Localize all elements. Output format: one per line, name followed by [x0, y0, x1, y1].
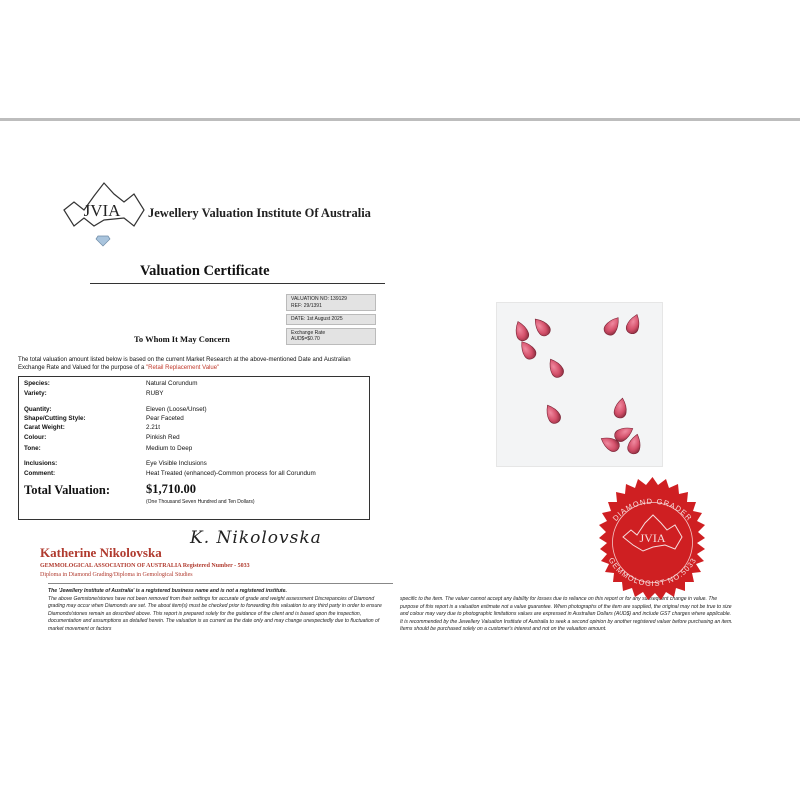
signatory-credential-1: GEMMOLOGICAL ASSOCIATION OF AUSTRALIA Registered Number - 5033	[40, 563, 250, 569]
detail-label: Tone:	[24, 445, 41, 452]
disclaimer-head: The 'Jewellery Institute of Australia' is a registered business name and is not a registered institute.	[48, 588, 287, 594]
greeting: To Whom It May Concern	[134, 334, 230, 344]
total-in-words: (One Thousand Seven Hundred and Ten Dollars)	[146, 499, 255, 505]
detail-label: Quantity:	[24, 406, 52, 413]
detail-value: Pinkish Red	[146, 434, 180, 441]
reference-box	[286, 294, 376, 348]
total-label: Total Valuation:	[24, 483, 111, 497]
title-divider	[90, 283, 385, 284]
seal-bottom-text: GEMMOLOGIST NO.5033	[606, 555, 699, 589]
detail-label: Variety:	[24, 390, 47, 397]
detail-label: Inclusions:	[24, 460, 58, 467]
footer-divider	[48, 583, 393, 584]
detail-label: Colour:	[24, 434, 47, 441]
detail-label: Carat Weight:	[24, 424, 65, 431]
signatory-credential-2: Diploma in Diamond Grading/Diploma in Gemological Studies	[40, 572, 193, 578]
ruby-stone	[531, 315, 553, 338]
exchange-rate-label: Exchange Rate	[291, 329, 326, 336]
ruby-stone	[512, 319, 530, 342]
detail-value: Medium to Deep	[146, 445, 193, 452]
ruby-stone	[625, 312, 643, 335]
ruby-stone	[613, 397, 628, 419]
detail-label: Comment:	[24, 470, 56, 477]
detail-label: Shape/Cutting Style:	[24, 415, 86, 422]
certification-seal	[585, 475, 720, 610]
certificate-title: Valuation Certificate	[140, 263, 270, 279]
intro-highlight: "Retail Replacement Value"	[145, 365, 220, 371]
valuation-number: VALUATION NO: 139129	[291, 296, 347, 302]
ruby-stone	[542, 402, 562, 425]
logo-text: JVIA	[83, 201, 121, 220]
ruby-stone	[545, 356, 565, 379]
valuation-date: DATE: 1st August 2025	[291, 316, 343, 322]
total-amount: $1,710.00	[146, 482, 196, 496]
intro-paragraph	[18, 356, 378, 372]
disclaimer-left	[48, 588, 388, 634]
institute-name: Jewellery Valuation Institute Of Australia	[148, 206, 371, 220]
detail-value: Pear Faceted	[146, 415, 184, 422]
detail-label: Species:	[24, 380, 50, 387]
detail-value: 2.21t	[146, 424, 161, 431]
background-top	[0, 0, 800, 118]
ruby-stone	[602, 314, 623, 337]
seal-top-text: DIAMOND GRADER	[610, 496, 695, 523]
details-table	[18, 376, 370, 520]
gemstone-photo	[497, 303, 662, 466]
disclaimer-right: specific to the item. The valuer cannot accept any liability for losses due to reliance on this report or for any subsequent change in value. The purpose of this report is a valuation estimate not a value guarantee. When photographs of the item are supplied, the original may not be true to size and colour may vary due to photographic limitations values are expressed in Australian Dollars (AUD$) and include GST charges where applicable. It is recommended by the Jewellery Valuation Institute of Australia to seek a second opinion by another registered valuer before purchasing an item. Items should be purchased solely on a customer's interest and not on the valuation amount.	[400, 596, 733, 633]
jvia-logo	[58, 180, 148, 250]
seal-center-text: JVIA	[639, 531, 666, 545]
disclaimer-left-body: The above Gemstone/stones have not been removed from their settings for accurate of grade and weight assessment Discrepancies of Diamond grading may occur when Diamonds are set. The about item(s) must be checked prior to forwarding this valuation to any third party in order to ensure Diamonds/stones remain as described above. This report is prepared solely for the guidance of the client and is based upon the inspection, documentation and assumptions as detailed herein. The valuation is as current as the date only and may change unexpectedly due to fluctuation of market movement or factors	[48, 595, 382, 632]
detail-value: RUBY	[146, 390, 164, 397]
signature: K. Nikolovska	[190, 528, 322, 548]
detail-value: Heat Treated (enhanced)-Common process for all Corundum	[146, 470, 316, 477]
detail-value: Eye Visible Inclusions	[146, 460, 207, 467]
detail-value: Natural Corundum	[146, 380, 198, 387]
ruby-stone	[517, 338, 538, 361]
intro-text: The total valuation amount listed below is based on the current Market Research at the above-mentioned Date and Australian Exchange Rate and Valued for the purpose of a	[18, 357, 351, 371]
detail-value: Eleven (Loose/Unset)	[146, 406, 207, 413]
reference-number: REF: 29/1391	[291, 302, 322, 309]
exchange-rate-value: AUD$=$0.70	[291, 336, 320, 342]
signatory-name: Katherine Nikolovska	[40, 545, 162, 560]
